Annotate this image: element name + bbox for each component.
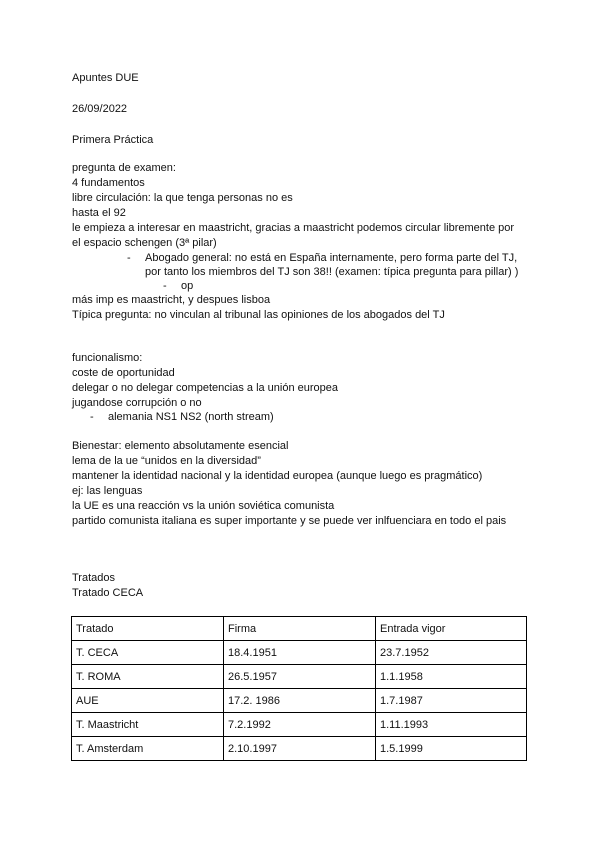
table-cell: 7.2.1992 — [224, 713, 376, 737]
table-cell: 2.10.1997 — [224, 737, 376, 761]
doc-date: 26/09/2022 — [72, 103, 128, 115]
table-row — [72, 689, 527, 713]
table-cell: 17.2. 1986 — [224, 689, 376, 713]
text-line: le empieza a interesar en maastricht, gracias a maastricht podemos circular libremente por — [72, 222, 515, 234]
table-header-row — [72, 617, 527, 641]
table-cell: 18.4.1951 — [224, 641, 376, 665]
text-line: partido comunista italiana es super importante y se puede ver inlfuenciara en todo el pais — [72, 515, 507, 527]
table-cell: T. ROMA — [72, 665, 224, 689]
table-header-cell: Firma — [224, 617, 376, 641]
text-line: más imp es maastricht, y despues lisboa — [72, 294, 271, 306]
section-subheading: Tratado CECA — [72, 587, 144, 599]
section-heading: Tratados — [72, 572, 116, 584]
bullet-text: Abogado general: no está en España internamente, pero forma parte del TJ, — [145, 252, 518, 264]
text-line: 4 fundamentos — [72, 177, 145, 189]
text-line: jugandose corrupción o no — [72, 397, 202, 409]
doc-title: Apuntes DUE — [72, 72, 139, 84]
doc-subtitle: Primera Práctica — [72, 134, 154, 146]
table-cell: 26.5.1957 — [224, 665, 376, 689]
table-cell: AUE — [72, 689, 224, 713]
text-line: pregunta de examen: — [72, 162, 176, 174]
text-line: el espacio schengen (3ª pilar) — [72, 237, 217, 249]
text-line: Típica pregunta: no vinculan al tribunal las opiniones de los abogados del TJ — [72, 309, 445, 321]
table-row — [72, 665, 527, 689]
table-row — [72, 641, 527, 665]
text-line: delegar o no delegar competencias a la unión europea — [72, 382, 339, 394]
text-line: la UE es una reacción vs la unión soviética comunista — [72, 500, 335, 512]
table-header-cell: Entrada vigor — [376, 617, 527, 641]
table-cell: 1.7.1987 — [376, 689, 527, 713]
text-line: funcionalismo: — [72, 352, 143, 364]
subbullet-dash: - — [163, 280, 167, 292]
table-row — [72, 737, 527, 761]
table-header-cell: Tratado — [72, 617, 224, 641]
table-row — [72, 713, 527, 737]
text-line: mantener la identidad nacional y la identidad europea (aunque luego es pragmático) — [72, 470, 483, 482]
bullet-dash: - — [90, 411, 94, 423]
table-cell: T. Maastricht — [72, 713, 224, 737]
table-cell: T. Amsterdam — [72, 737, 224, 761]
table-cell: T. CECA — [72, 641, 224, 665]
bullet-dash: - — [127, 252, 131, 264]
text-line: lema de la ue “unidos en la diversidad” — [72, 455, 261, 467]
text-line: hasta el 92 — [72, 207, 126, 219]
subbullet-text: op — [181, 280, 194, 292]
text-line: libre circulación: la que tenga personas no es — [72, 192, 293, 204]
text-line: coste de oportunidad — [72, 367, 175, 379]
text-line: ej: las lenguas — [72, 485, 143, 497]
treaties-table — [71, 616, 527, 761]
table-cell: 1.5.1999 — [376, 737, 527, 761]
bullet-text-continued: por tanto los miembros del TJ son 38!! (examen: típica pregunta para pillar) ) — [145, 266, 519, 278]
table-cell: 23.7.1952 — [376, 641, 527, 665]
table-cell: 1.11.1993 — [376, 713, 527, 737]
bullet-text: alemania NS1 NS2 (north stream) — [108, 411, 274, 423]
text-line: Bienestar: elemento absolutamente esencial — [72, 440, 289, 452]
table-cell: 1.1.1958 — [376, 665, 527, 689]
